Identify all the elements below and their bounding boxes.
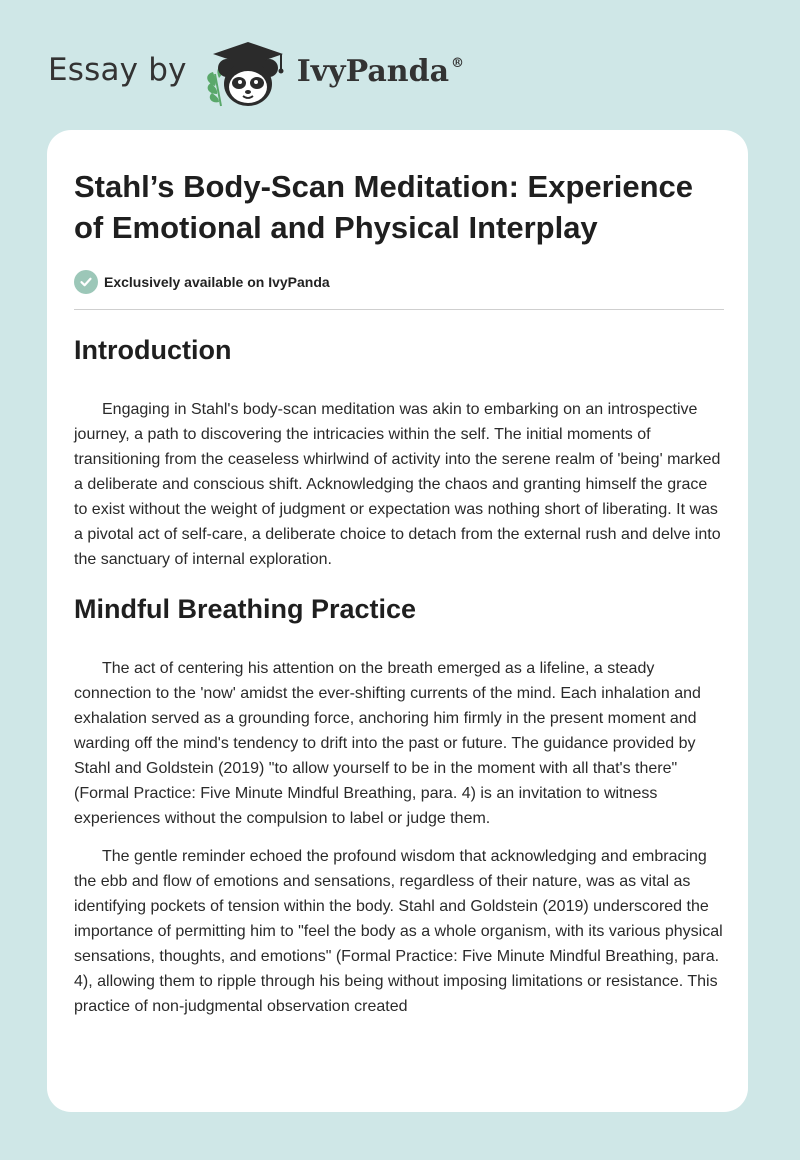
paragraph: The gentle reminder echoed the profound wisdom that acknowledging and embracing the ebb and flow of emotions and sensations, regardless of their nature, was as vital as identifying pockets of tension within the body. Stahl and Goldstein (2019) underscored the importance of permitting him to "feel the body as a whole organism, with its various physical sensations, thoughts, and emotions" (Formal Practice: Five Minute Mindful Breathing, para. 4), allowing them to ripple through his being without imposing limitations or resistance. This practice of non-judgmental observation created: [74, 848, 723, 1015]
exclusive-badge: [74, 269, 724, 295]
essay-content: [74, 166, 724, 1019]
site-header: [48, 34, 464, 114]
essay-card: [47, 130, 748, 1112]
brand-text: IvyPanda: [296, 53, 450, 89]
section-heading-introduction: Introduction: [74, 335, 232, 365]
panda-graduate-logo-icon[interactable]: [201, 34, 293, 114]
title-divider: [74, 309, 724, 310]
brand-name[interactable]: [297, 54, 464, 89]
essay-by-label: Essay by: [48, 52, 187, 88]
exclusive-label: Exclusively available on IvyPanda: [104, 274, 330, 290]
paragraph: The act of centering his attention on the breath emerged as a lifeline, a steady connection to the 'now' amidst the ever-shifting currents of the mind. Each inhalation and exhalation served as a grounding force, anchoring him firmly in the present moment and warding off the mind's tendency to drift into the past or future. The guidance provided by Stahl and Goldstein (2019) "to allow yourself to be in the moment with all that's there" (Formal Practice: Five Minute Mindful Breathing, para. 4) is an invitation to witness experiences without the compulsion to label or judge them.: [74, 660, 701, 827]
registered-mark: ®: [451, 55, 465, 71]
section-heading-mindful-breathing: Mindful Breathing Practice: [74, 594, 417, 624]
check-circle-icon: [74, 270, 98, 294]
paragraph: Engaging in Stahl's body-scan meditation was akin to embarking on an introspective journey, a path to discovering the intricacies within the self. The initial moments of transitioning from the ceaseless whirlwind of activity into the serene realm of 'being' marked a deliberate and conscious shift. Acknowledging the chaos and granting himself the grace to exist without the weight of judgment or expectation was nothing short of liberating. It was a pivotal act of self-care, a deliberate choice to detach from the external rush and delve into the sanctuary of internal exploration.: [74, 401, 721, 568]
essay-title: Stahl’s Body-Scan Meditation: Experience of Emotional and Physical Interplay: [74, 169, 693, 245]
